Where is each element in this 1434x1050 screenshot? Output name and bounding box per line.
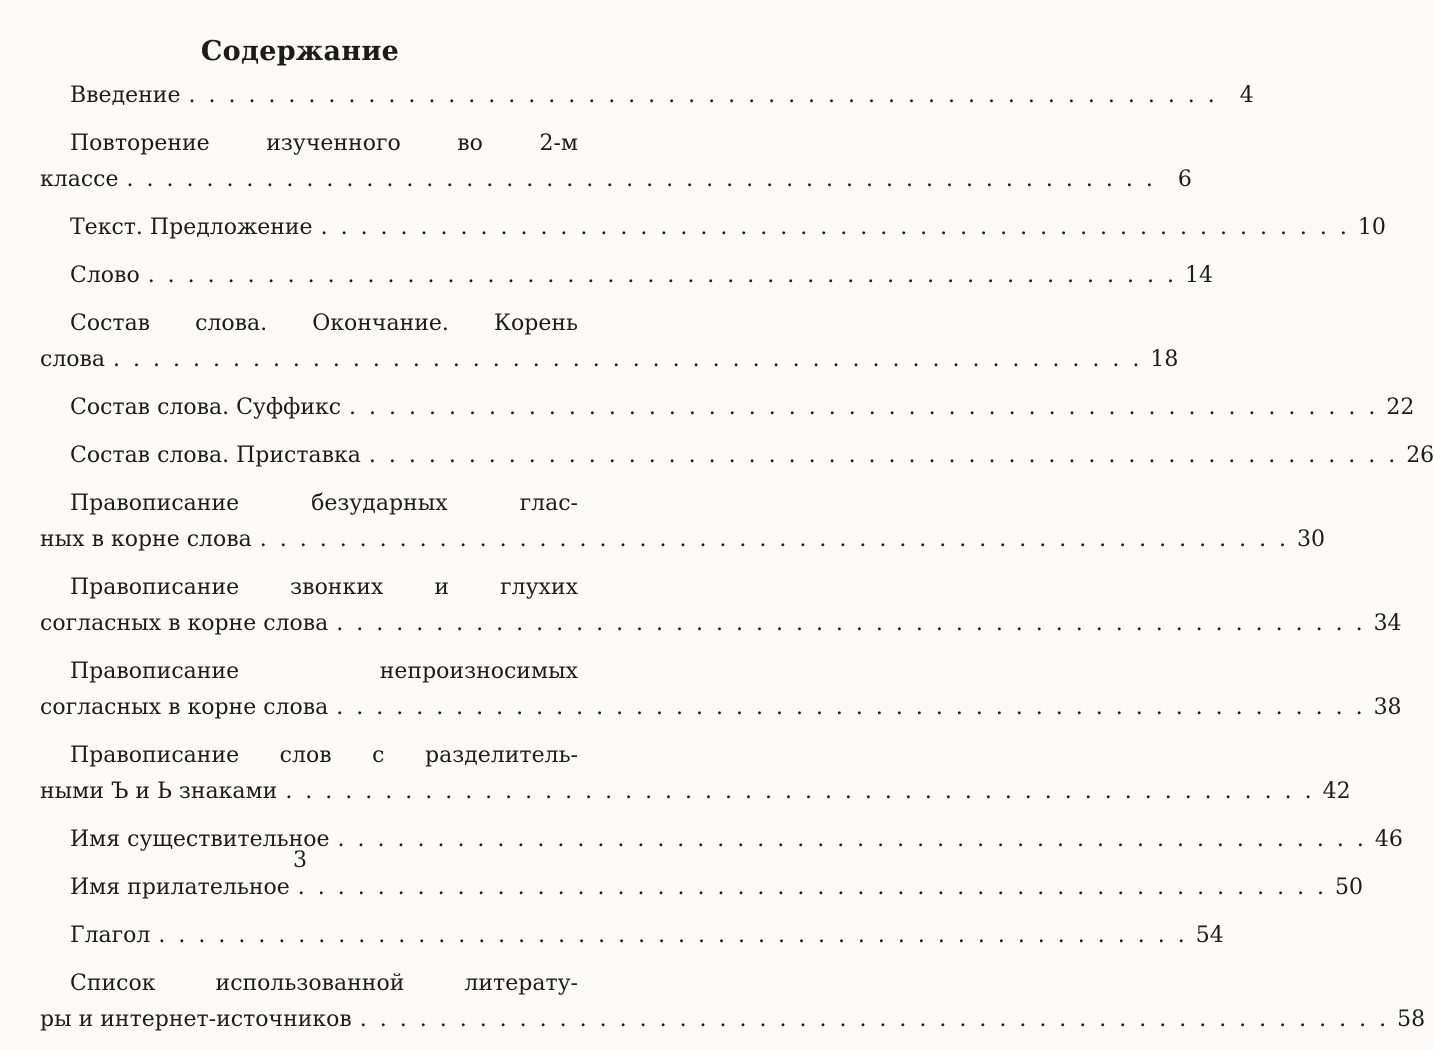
toc-entry-title-line: Список использованной литерату- (70, 971, 578, 996)
dot-leader: . . . . . . . . . . . . . . . . . . . . . . . . . . . . . . . . . . . . . . . . . . . . . . . . . . . . (147, 263, 1177, 288)
toc-entry-line (40, 774, 1351, 810)
toc-entry-line (40, 690, 1402, 726)
dot-leader: . . . . . . . . . . . . . . . . . . . . . . . . . . . . . . . . . . . . . . . . . . . . . . . . . . . . (259, 527, 1290, 552)
toc-entry (40, 258, 1213, 294)
toc-entry (40, 210, 1386, 246)
toc-entry-title: классе (40, 167, 119, 192)
toc-entry-title: Имя существительное (70, 827, 330, 852)
toc-entry-page: 42 (1322, 779, 1351, 804)
toc-entry-page: 6 (1177, 167, 1192, 192)
toc-entry (40, 78, 1254, 114)
dot-leader: . . . . . . . . . . . . . . . . . . . . . . . . . . . . . . . . . . . . . . . . . . . . . . . . . . . . (285, 779, 1315, 804)
toc-entry-line (40, 918, 1224, 954)
toc-entry-page: 14 (1184, 263, 1213, 288)
toc-entry-title: Состав слова. Суффикс (70, 395, 342, 420)
dot-leader: . . . . . . . . . . . . . . . . . . . . . . . . . . . . . . . . . . . . . . . . . . . . . . . . . . . . (337, 827, 1367, 852)
toc-entry-title: ными Ъ и Ь знаками (40, 779, 278, 804)
dot-leader: . . . . . . . . . . . . . . . . . . . . . . . . . . . . . . . . . . . . . . . . . . . . . . . . . . . . (368, 443, 1399, 468)
toc-entry-title-line: Правописание непроизносимых (70, 659, 578, 684)
toc-entry-line (40, 390, 1415, 426)
toc-entry (40, 438, 1434, 474)
toc-entry-title: ры и интернет-источников (40, 1007, 352, 1032)
dot-leader: . . . . . . . . . . . . . . . . . . . . . . . . . . . . . . . . . . . . . . . . . . . . . . . . . . . . (336, 611, 1366, 636)
toc-entry-line (40, 870, 1364, 906)
toc-entry-line (40, 258, 1213, 294)
toc-entry-title: согласных в корне слова (40, 611, 329, 636)
page-title: Содержание (200, 36, 400, 67)
toc-entry-title-line: Правописание звонких и глухих (70, 575, 578, 600)
toc-entry (40, 870, 1364, 906)
toc-entry-line (40, 162, 1192, 198)
dot-leader: . . . . . . . . . . . . . . . . . . . . . . . . . . . . . . . . . . . . . . . . . . . . . . . . . . . . (297, 875, 1328, 900)
toc-entry (40, 570, 1402, 642)
toc-entry-line (40, 210, 1386, 246)
toc-entry-title: Введение (70, 83, 181, 108)
toc-entry-title: Текст. Предложение (70, 215, 313, 240)
toc-entry-title: Имя прилательное (70, 875, 290, 900)
toc-entry-page: 18 (1150, 347, 1179, 372)
toc-entry-title-line: Правописание слов с разделитель- (70, 743, 578, 768)
toc-entry (40, 738, 1351, 810)
toc-entry-page: 54 (1195, 923, 1224, 948)
toc-entry-page: 46 (1374, 827, 1403, 852)
toc-entry (40, 966, 1426, 1038)
toc-entry-page: 22 (1386, 395, 1415, 420)
dot-leader: . . . . . . . . . . . . . . . . . . . . . . . . . . . . . . . . . . . . . . . . . . . . . . . . . . . . (126, 167, 1156, 192)
toc-entry (40, 306, 1179, 378)
toc-entry-title: Глагол (70, 923, 151, 948)
dot-leader: . . . . . . . . . . . . . . . . . . . . . . . . . . . . . . . . . . . . . . . . . . . . . . . . . . . . (158, 923, 1188, 948)
toc-entry-page: 50 (1335, 875, 1364, 900)
dot-leader: . . . . . . . . . . . . . . . . . . . . . . . . . . . . . . . . . . . . . . . . . . . . . . . . . . . . (349, 395, 1379, 420)
toc-entry-page: 10 (1357, 215, 1386, 240)
toc-entry-title-line: Состав слова. Окончание. Корень (70, 311, 578, 336)
toc-entry-line (40, 438, 1434, 474)
toc-entry-page: 58 (1397, 1007, 1426, 1032)
dot-leader: . . . . . . . . . . . . . . . . . . . . . . . . . . . . . . . . . . . . . . . . . . . . . . . . . . . . (320, 215, 1350, 240)
dot-leader: . . . . . . . . . . . . . . . . . . . . . . . . . . . . . . . . . . . . . . . . . . . . . . . . . . . . (336, 695, 1366, 720)
toc-entry (40, 918, 1224, 954)
toc-entry-line (40, 78, 1254, 114)
dot-leader: . . . . . . . . . . . . . . . . . . . . . . . . . . . . . . . . . . . . . . . . . . . . . . . . . . . . (188, 83, 1218, 108)
dot-leader: . . . . . . . . . . . . . . . . . . . . . . . . . . . . . . . . . . . . . . . . . . . . . . . . . . . . (113, 347, 1143, 372)
toc-entry-page: 30 (1297, 527, 1326, 552)
toc-entry-title-line: Повторение изученного во 2-м (70, 131, 578, 156)
toc-entry-page: 4 (1239, 83, 1254, 108)
toc-entry-title: согласных в корне слова (40, 695, 329, 720)
toc-entry-page: 26 (1406, 443, 1434, 468)
toc-entry-line (40, 1002, 1426, 1038)
toc-entry (40, 654, 1402, 726)
page-number: 3 (293, 848, 307, 873)
toc-entry-page: 34 (1373, 611, 1402, 636)
toc-entry-title: ных в корне слова (40, 527, 252, 552)
dot-leader: . . . . . . . . . . . . . . . . . . . . . . . . . . . . . . . . . . . . . . . . . . . . . . . . . . . . (359, 1007, 1390, 1032)
toc-entry-line (40, 342, 1179, 378)
toc-list (40, 78, 1434, 1050)
toc-entry (40, 486, 1326, 558)
toc-entry-title: слова (40, 347, 106, 372)
toc-entry (40, 126, 1192, 198)
toc-entry-line (40, 606, 1402, 642)
toc-entry-title-line: Правописание безударных глас- (70, 491, 578, 516)
toc-entry-line (40, 522, 1326, 558)
toc-entry-title: Состав слова. Приставка (70, 443, 361, 468)
toc-entry-title: Слово (70, 263, 140, 288)
toc-entry (40, 390, 1415, 426)
toc-entry-page: 38 (1373, 695, 1402, 720)
